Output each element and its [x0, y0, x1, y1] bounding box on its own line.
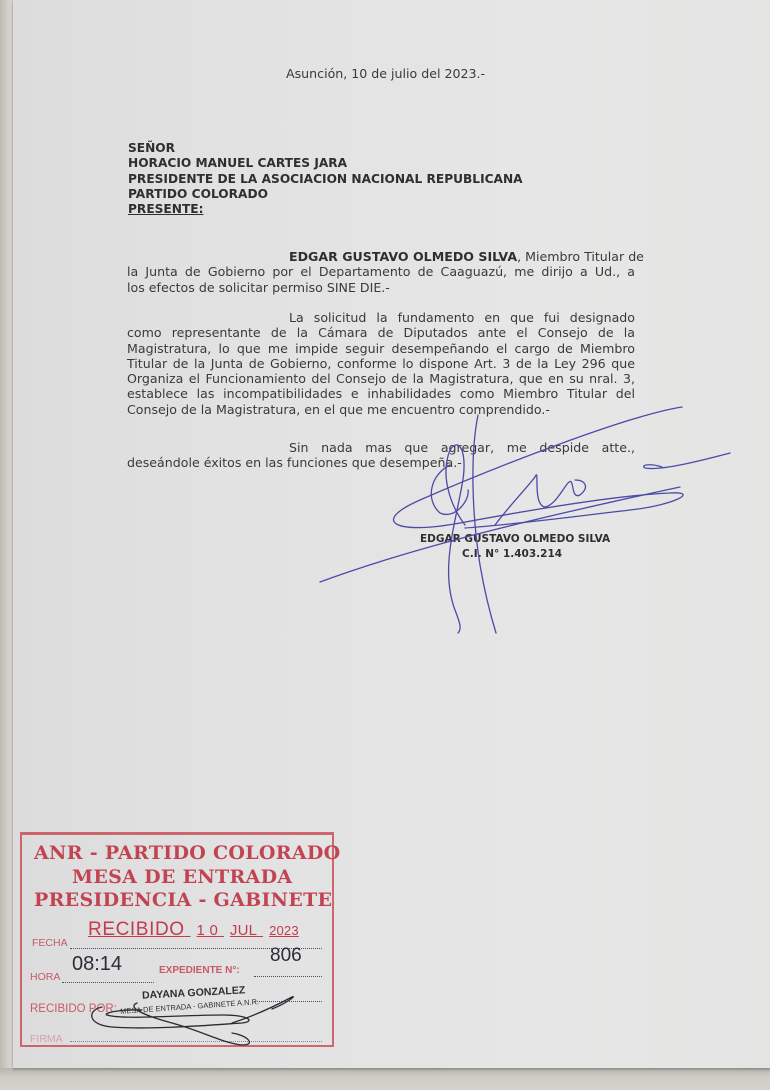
- paragraph-line: Magistratura, lo que me impide seguir desempeñando el cargo de Miembro: [127, 340, 635, 356]
- signer-id-number: C.I. N° 1.403.214: [462, 548, 563, 560]
- addressee-salutation: SEÑOR: [128, 141, 176, 155]
- reception-stamp: [20, 832, 341, 1047]
- stamp-header-line: ANR - PARTIDO COLORADO: [34, 842, 341, 864]
- background-surface-left: [0, 0, 14, 1090]
- stamp-hora-dotted-line: [62, 982, 154, 983]
- paragraph-line: establece las incompatibilidades e inhabilidades como Miembro Titular del: [127, 386, 635, 402]
- paragraph-line: Titular de la Junta de Gobierno, conforme lo dispone Art. 3 de la Ley 296 que: [127, 355, 635, 371]
- stamp-expediente-dotted-line: [254, 976, 322, 977]
- signer-name: EDGAR GUSTAVO OLMEDO SILVA: [420, 533, 611, 545]
- stamp-fecha-label: FECHA: [32, 937, 68, 949]
- paragraph-line: La solicitud la fundamento en que fui designado: [289, 310, 635, 325]
- paragraph-line: Consejo de la Magistratura, en el que me encuentro comprendido.-: [127, 401, 550, 417]
- background-surface-bottom: [0, 1068, 770, 1090]
- stamp-firma-label: FIRMA: [30, 1033, 63, 1045]
- addressee-organization: PARTIDO COLORADO: [128, 187, 268, 201]
- paragraph-line: la Junta de Gobierno por el Departamento de Caaguazú, me dirijo a Ud., a: [127, 264, 635, 280]
- paragraph-line: EDGAR GUSTAVO OLMEDO SILVA, Miembro Titular de: [289, 249, 644, 264]
- stamp-header-line: PRESIDENCIA - GABINETE: [34, 889, 333, 911]
- stamp-recibido-por-label: RECIBIDO POR:: [30, 1003, 117, 1015]
- addressee-presente: PRESENTE:: [128, 202, 204, 216]
- receiver-name: DAYANA GONZALEZ: [141, 984, 246, 1002]
- stamp-expediente-label: EXPEDIENTE N°:: [159, 965, 240, 976]
- handwritten-signature-icon: [300, 395, 740, 645]
- stamp-header-line: MESA DE ENTRADA: [72, 866, 293, 888]
- addressee-name: HORACIO MANUEL CARTES JARA: [128, 156, 348, 170]
- paragraph-request: [127, 249, 644, 295]
- paragraph-line: los efectos de solicitar permiso SINE DIE.-: [127, 279, 390, 295]
- receiver-signature-icon: [82, 985, 302, 1055]
- addressee-title: PRESIDENTE DE LA ASOCIACION NACIONAL REPUBLICANA: [128, 172, 523, 186]
- receiver-office: MESA DE ENTRADA - GABINETE A.N.R.: [119, 997, 260, 1016]
- paragraph-line: Sin nada mas que agregar, me despide atte.,: [289, 440, 635, 455]
- paragraph-line: Organiza el Funcionamiento del Consejo de la Magistratura, que en su nral. 3,: [127, 371, 635, 387]
- sender-name: EDGAR GUSTAVO OLMEDO SILVA: [289, 249, 518, 264]
- date-line: Asunción, 10 de julio del 2023.-: [286, 66, 486, 81]
- stamp-expediente-value: 806: [270, 945, 302, 966]
- stamp-hora-value: 08:14: [72, 953, 123, 975]
- stamp-received-date: RECIBIDO 1 0 JUL 2023: [88, 919, 299, 940]
- paragraph-line: deseándole éxitos en las funciones que desempeña.-: [127, 455, 462, 471]
- paragraph-line: como representante de la Cámara de Diputados ante el Consejo de la: [127, 325, 635, 341]
- stamp-hora-label: HORA: [30, 971, 61, 983]
